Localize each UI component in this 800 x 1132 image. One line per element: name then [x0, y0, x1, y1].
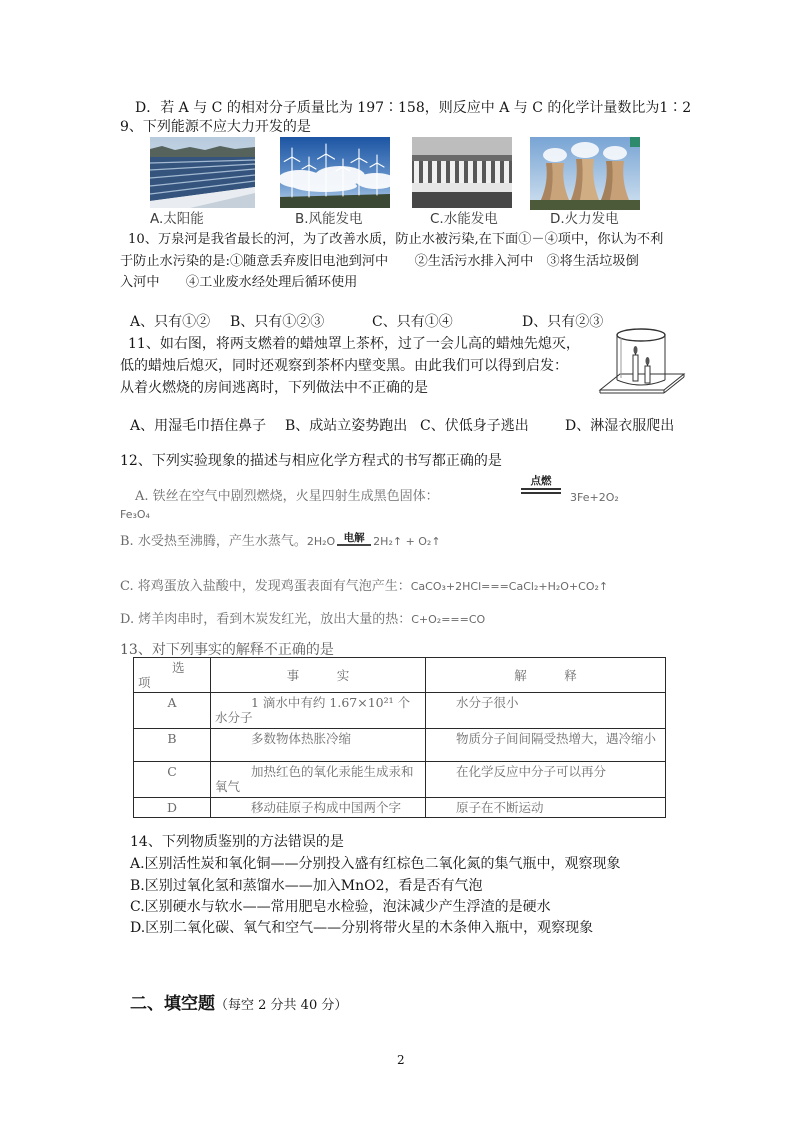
q8-option-d: D．若 A 与 C 的相对分子质量比为 197∶158，则反应中 A 与 C 的化学计量数比为1∶2	[135, 100, 692, 116]
q13-stem: 13、对下列事实的解释不正确的是	[120, 642, 334, 658]
table-row	[134, 762, 666, 798]
q14-option-a: A.区别活性炭和氧化铜——分别投入盛有红棕色二氧化氮的集气瓶中，观察现象	[130, 856, 621, 872]
q11-option-c: C、伏低身子逃出	[420, 418, 529, 434]
row-explanation: 水分子很小	[426, 693, 666, 729]
q12-option-d	[120, 612, 485, 628]
row-fact: 移动硅原子构成中国两个字	[211, 798, 426, 818]
q11-option-b: B、成站立姿势跑出	[285, 418, 408, 434]
reaction-bar	[337, 544, 371, 546]
q10-option-a: A、只有①②	[130, 314, 211, 330]
q11-line-3: 从着火燃烧的房间逃离时，下列做法中不正确的是	[120, 380, 428, 396]
q14-option-c: C.区别硬水与软水——常用肥皂水检验，泡沫减少产生浮渣的是硬水	[130, 899, 551, 915]
section-title: 二、填空题	[130, 994, 215, 1014]
q10-option-d: D、只有②③	[522, 314, 604, 330]
q10-line-1: 10、万泉河是我省最长的河，为了改善水质，防止水被污染,在下面①－④项中，你认为不利	[128, 232, 664, 247]
q12-option-d-equation: C+O₂===CO	[411, 613, 486, 626]
table-row	[134, 729, 666, 762]
row-option: A	[134, 693, 211, 729]
q11-line-1: 11、如右图，将两支燃着的蜡烛罩上茶杯，过了一会儿高的蜡烛先熄灭，	[128, 336, 580, 352]
solar-panel-photo	[150, 137, 255, 208]
q9-option-c: C.水能发电	[430, 211, 498, 227]
q13-table	[133, 657, 666, 818]
header-explanation: 解 释	[426, 658, 666, 693]
q11-option-d: D、淋湿衣服爬出	[565, 418, 675, 434]
page-number: 2	[397, 1053, 405, 1067]
row-option: D	[134, 798, 211, 818]
row-option: C	[134, 762, 211, 798]
header-option	[134, 658, 211, 693]
row-option: B	[134, 729, 211, 762]
double-bar	[521, 488, 561, 494]
table-row	[134, 798, 666, 818]
q12-option-b-condition	[337, 533, 371, 550]
q12-option-b	[120, 533, 441, 550]
q10-line-2: 于防止水污染的是:①随意丢弃废旧电池到河中 ②生活污水排入河中 ③将生活垃圾倒	[120, 254, 639, 269]
table-header-row	[134, 658, 666, 693]
q9-stem: 9、下列能源不应大力开发的是	[120, 119, 311, 135]
q12-option-c-equation: CaCO₃+2HCl===CaCl₂+H₂O+CO₂↑	[410, 580, 609, 593]
row-fact: 加热红色的氧化汞能生成汞和氧气	[211, 762, 426, 798]
row-fact: 1 滴水中有约 1.67×10²¹ 个水分子	[211, 693, 426, 729]
q11-option-a: A、用湿毛巾捂住鼻子	[130, 418, 267, 434]
header-option-label: 选项	[138, 660, 185, 690]
q12-option-a-right-side: 3Fe+2O₂	[570, 491, 619, 504]
section-heading	[130, 989, 347, 1014]
q9-option-d: D.火力发电	[550, 211, 619, 227]
thermal-power-plant-photo	[530, 137, 640, 210]
row-explanation: 原子在不断运动	[426, 798, 666, 818]
table-row	[134, 693, 666, 729]
q12-option-b-text: B. 水受热至沸腾，产生水蒸气。	[120, 534, 307, 549]
q9-option-b: B.风能发电	[295, 211, 363, 227]
q12-option-a-condition	[521, 476, 561, 494]
wind-turbine-photo	[280, 137, 390, 208]
q14-option-d: D.区别二氧化碳、氧气和空气——分别将带火星的木条伸入瓶中，观察现象	[130, 920, 594, 936]
electrolysis-condition-label: 电解	[343, 532, 365, 544]
row-explanation: 在化学反应中分子可以再分	[426, 762, 666, 798]
q10-line-3: 入河中 ④工业废水经处理后循环使用	[120, 275, 358, 290]
q12-option-b-products: 2H₂↑ + O₂↑	[373, 535, 441, 548]
header-fact: 事 实	[211, 658, 426, 693]
row-explanation: 物质分子间间隔受热增大，遇冷缩小	[426, 729, 666, 762]
q10-option-c: C、只有①④	[372, 314, 453, 330]
q12-option-a-continued: Fe₃O₄	[120, 508, 150, 521]
q12-option-c	[120, 579, 608, 595]
ignite-condition-label: 点燃	[530, 475, 552, 487]
q12-option-d-text: D. 烤羊肉串时，看到木炭发红光，放出大量的热：	[120, 612, 412, 627]
q14-option-b: B.区别过氧化氢和蒸馏水——加入MnO2，看是否有气泡	[130, 878, 483, 894]
q14-stem: 14、下列物质鉴别的方法错误的是	[130, 834, 344, 850]
q12-option-a-text: A. 铁丝在空气中剧烈燃烧，火星四射生成黑色固体：	[135, 489, 439, 504]
q12-stem: 12、下列实验现象的描述与相应化学方程式的书写都正确的是	[120, 453, 502, 469]
q9-option-a: A.太阳能	[150, 211, 204, 227]
section-note: （每空 2 分共 40 分）	[215, 998, 348, 1013]
q12-option-c-text: C. 将鸡蛋放入盐酸中，发现鸡蛋表面有气泡产生：	[120, 579, 411, 594]
q10-option-b: B、只有①②③	[230, 314, 325, 330]
q11-line-2: 低的蜡烛后熄灭，同时还观察到茶杯内壁变黑。由此我们可以得到启发：	[120, 358, 568, 374]
row-fact: 多数物体热胀冷缩	[211, 729, 426, 762]
q12-option-b-reactants: 2H₂O	[306, 535, 336, 548]
candle-cup-figure	[597, 324, 687, 404]
hydropower-dam-photo	[412, 137, 512, 208]
